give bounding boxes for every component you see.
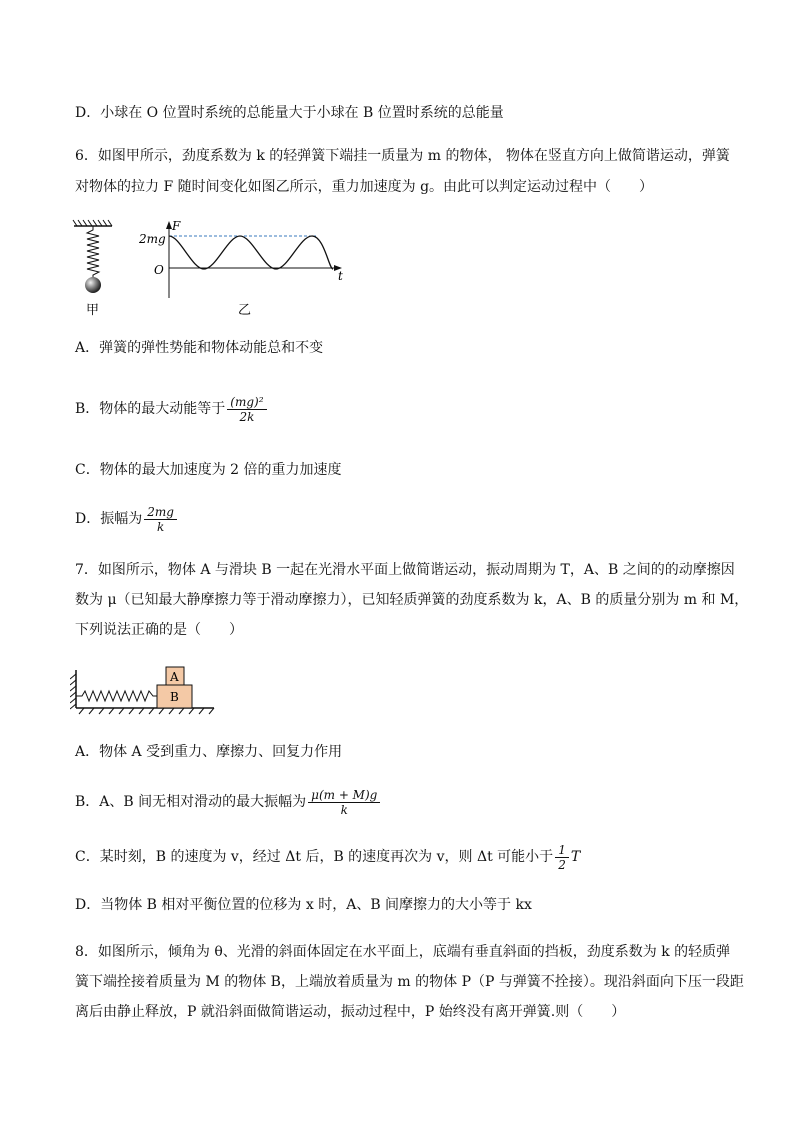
q7-figure xyxy=(70,662,220,722)
q7-option-c-text: C．某时刻，B 的速度为 v，经过 Δt 后，B 的速度再次为 v，则 Δt 可能小于 xyxy=(75,849,554,865)
q6-stem-line-1: 6．如图甲所示，劲度系数为 k 的轻弹簧下端挂一质量为 m 的物体， 物体在竖直方向上做简谐运动，弹簧 xyxy=(75,148,730,164)
q6-option-d-numerator: 2mg xyxy=(144,505,177,520)
q6-label-jia: 甲 xyxy=(86,303,100,318)
q6-figure xyxy=(68,218,358,318)
q7-option-d: D．当物体 B 相对平衡位置的位移为 x 时，A、B 间摩擦力的大小等于 kx xyxy=(75,897,532,913)
q7-option-c xyxy=(75,840,580,874)
q6-option-b-denominator: 2k xyxy=(239,409,255,424)
q8-stem-line-3: 离后由静止释放，P 就沿斜面做简谐运动，振动过程中，P 始终没有离开弹簧.则（ ） xyxy=(75,1004,626,1020)
q6-option-b-fraction xyxy=(227,395,266,424)
q7-stem-line-2: 数为 μ（已知最大静摩擦力等于滑动摩擦力），已知轻质弹簧的劲度系数为 k，A、B 的质量分别为 m 和 M， xyxy=(75,592,749,608)
q6-axis-t-label: t xyxy=(338,269,343,283)
q7-stem-line-3: 下列说法正确的是（ ） xyxy=(75,622,243,638)
q5-option-d: D．小球在 O 位置时系统的总能量大于小球在 B 位置时系统的总能量 xyxy=(75,105,504,121)
q7-option-b xyxy=(75,785,382,819)
q6-option-d-denominator: k xyxy=(156,519,165,534)
q7-block-a-label: A xyxy=(170,670,179,684)
q6-stem-line-2: 对物体的拉力 F 随时间变化如图乙所示，重力加速度为 g。由此可以判定运动过程中（ ） xyxy=(75,179,654,195)
q6-option-a: A．弹簧的弹性势能和物体动能总和不变 xyxy=(75,340,324,356)
q6-axis-f-label: F xyxy=(172,219,181,233)
q6-option-b xyxy=(75,392,269,426)
q7-block-b-label: B xyxy=(170,690,179,704)
q7-option-c-fraction xyxy=(555,843,569,872)
q7-option-a: A．物体 A 受到重力、摩擦力、回复力作用 xyxy=(75,744,343,760)
q6-peak-label: 2mg xyxy=(139,232,166,246)
q6-spring-diagram xyxy=(73,220,112,318)
q8-stem-line-1: 8．如图所示，倾角为 θ、光滑的斜面体固定在水平面上，底端有垂直斜面的挡板，劲度系数为 k 的轻质弹 xyxy=(75,944,731,960)
q6-option-c: C．物体的最大加速度为 2 倍的重力加速度 xyxy=(75,462,342,478)
q6-option-d xyxy=(75,502,179,536)
q7-stem-line-1: 7．如图所示，物体 A 与滑块 B 一起在光滑水平面上做简谐运动，振动周期为 T，A、B 之间的的动摩擦因 xyxy=(75,562,735,578)
q7-option-b-numerator: μ(m + M)g xyxy=(308,788,380,803)
q7-spring xyxy=(76,691,157,701)
q6-option-d-fraction xyxy=(144,505,177,534)
q8-stem-line-2: 簧下端拴接着质量为 M 的物体 B，上端放着质量为 m 的物体 P（P 与弹簧不拴接）。现沿斜面向下压一段距 xyxy=(75,974,744,990)
q7-option-c-denominator: 2 xyxy=(558,857,566,872)
q7-option-c-numerator: 1 xyxy=(555,843,569,858)
q7-option-b-text: B．A、B 间无相对滑动的最大振幅为 xyxy=(75,794,307,810)
q6-origin-label: O xyxy=(154,263,164,277)
q6-force-time-graph xyxy=(138,219,343,318)
q6-option-b-text: B．物体的最大动能等于 xyxy=(75,401,226,417)
q7-option-c-suffix: T xyxy=(570,849,581,865)
q6-option-b-numerator: (mg)² xyxy=(227,395,266,410)
q7-option-b-denominator: k xyxy=(340,802,348,817)
q6-option-d-text: D．振幅为 xyxy=(75,511,143,527)
q6-label-yi: 乙 xyxy=(238,303,252,318)
q7-option-b-fraction xyxy=(308,788,380,817)
